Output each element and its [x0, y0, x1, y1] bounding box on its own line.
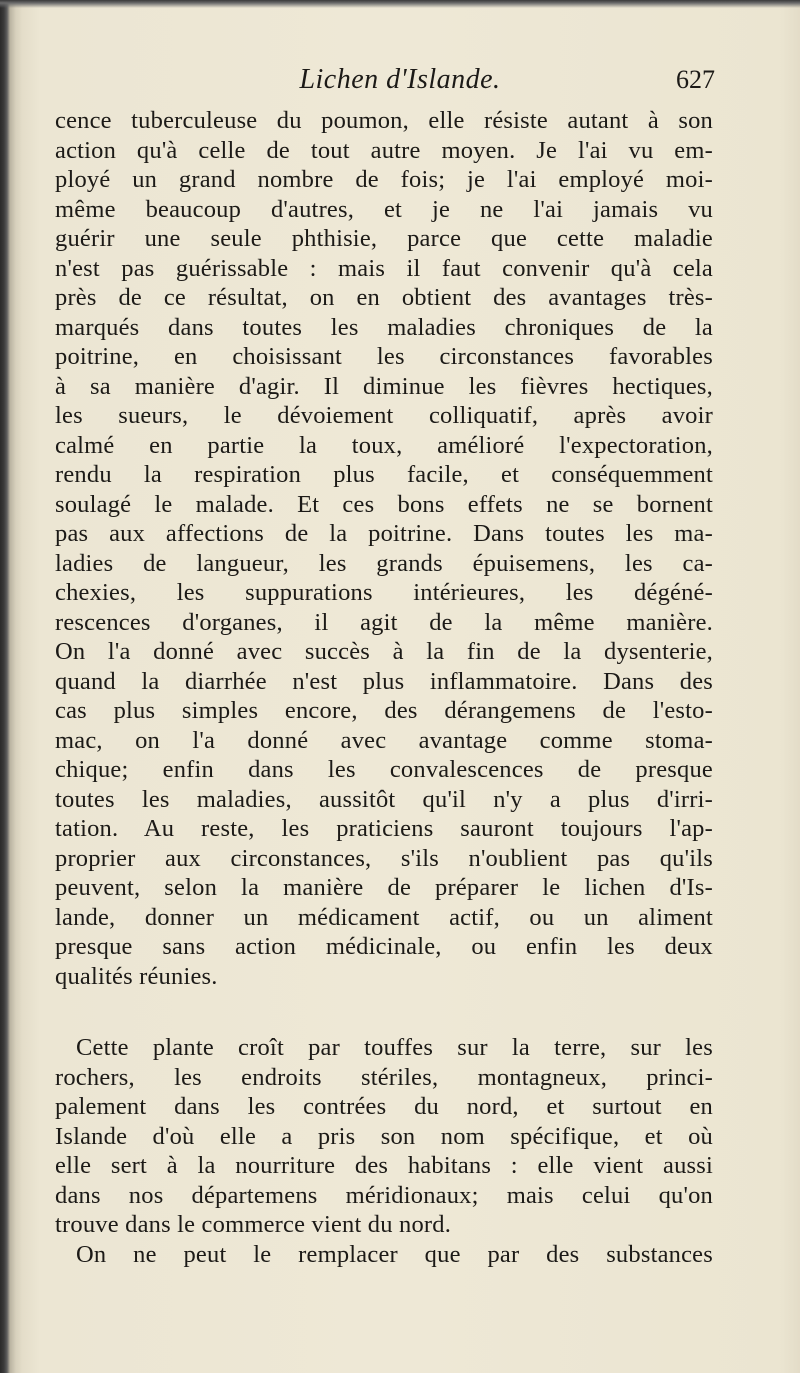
text-line: action qu'à celle de tout autre moyen. Je l'ai vu em-: [55, 136, 713, 164]
text-line: lande, donner un médicament actif, ou un aliment: [55, 903, 713, 931]
text-line: trouve dans le commerce vient du nord.: [55, 1211, 452, 1238]
paragraph-tuberculosis-effects: [55, 106, 713, 991]
text-line: cence tuberculeuse du poumon, elle résiste autant à son: [55, 107, 713, 134]
book-binding-edge: [0, 0, 22, 1373]
text-line: elle sert à la nourriture des habitans : elle vient aussi: [55, 1152, 713, 1179]
text-line: peuvent, selon la manière de préparer le lichen d'Is-: [55, 874, 713, 901]
text-line: Cette plante croît par touffes sur la terre, sur les: [76, 1034, 713, 1061]
text-line: mac, on l'a donné avec avantage comme stoma-: [55, 726, 713, 754]
text-line: palement dans les contrées du nord, et surtout en: [55, 1093, 713, 1120]
text-line: dans nos départemens méridionaux; mais celui qu'on: [55, 1181, 713, 1209]
running-head: [55, 60, 715, 100]
text-line: n'est pas guérissable : mais il faut convenir qu'à cela: [55, 254, 713, 282]
page-top-edge: [0, 0, 800, 8]
text-line: Islande d'où elle a pris son nom spécifique, et où: [55, 1122, 713, 1150]
page-number: 627: [676, 65, 715, 94]
text-line: guérir une seule phthisie, parce que cette maladie: [55, 225, 713, 252]
text-line: près de ce résultat, on en obtient des avantages très-: [55, 284, 713, 311]
text-line: presque sans action médicinale, ou enfin les deux: [55, 933, 713, 960]
text-line: chexies, les suppurations intérieures, les dégéné-: [55, 579, 713, 606]
text-line: rendu la respiration plus facile, et conséquemment: [55, 461, 713, 488]
text-line: toutes les maladies, aussitôt qu'il n'y a plus d'irri-: [55, 785, 713, 813]
text-line: à sa manière d'agir. Il diminue les fièvres hectiques,: [55, 372, 713, 400]
text-line: poitrine, en choisissant les circonstances favorables: [55, 343, 713, 370]
text-line: calmé en partie la toux, amélioré l'expectoration,: [55, 431, 713, 459]
text-line: rochers, les endroits stériles, montagneux, princi-: [55, 1063, 713, 1091]
text-line: soulagé le malade. Et ces bons effets ne se bornent: [55, 490, 713, 518]
body-text: [55, 106, 713, 1269]
text-line: tation. Au reste, les praticiens sauront toujours l'ap-: [55, 815, 713, 842]
text-line: quand la diarrhée n'est plus inflammatoire. Dans des: [55, 667, 713, 695]
text-line: pas aux affections de la poitrine. Dans toutes les ma-: [55, 520, 713, 547]
running-title: Lichen d'Islande.: [299, 64, 501, 95]
text-line: qualités réunies.: [55, 962, 218, 990]
text-line: ladies de langueur, les grands épuisemens, les ca-: [55, 549, 713, 577]
text-line: On l'a donné avec succès à la fin de la dysenterie,: [55, 638, 713, 665]
paragraph-substitutes: [55, 1240, 713, 1270]
text-line: On ne peut le remplacer que par des substances: [76, 1240, 713, 1268]
paragraph-habitat: [55, 1033, 713, 1240]
text-line: les sueurs, le dévoiement colliquatif, après avoir: [55, 402, 713, 429]
text-line: rescences d'organes, il agit de la même manière.: [55, 608, 713, 636]
text-line: cas plus simples encore, des dérangemens de l'esto-: [55, 697, 713, 724]
text-line: marqués dans toutes les maladies chroniques de la: [55, 313, 713, 341]
text-line: ployé un grand nombre de fois; je l'ai employé moi-: [55, 166, 713, 193]
text-line: chique; enfin dans les convalescences de presque: [55, 756, 713, 783]
text-line: proprier aux circonstances, s'ils n'oublient pas qu'ils: [55, 844, 713, 872]
text-line: même beaucoup d'autres, et je ne l'ai jamais vu: [55, 195, 713, 223]
